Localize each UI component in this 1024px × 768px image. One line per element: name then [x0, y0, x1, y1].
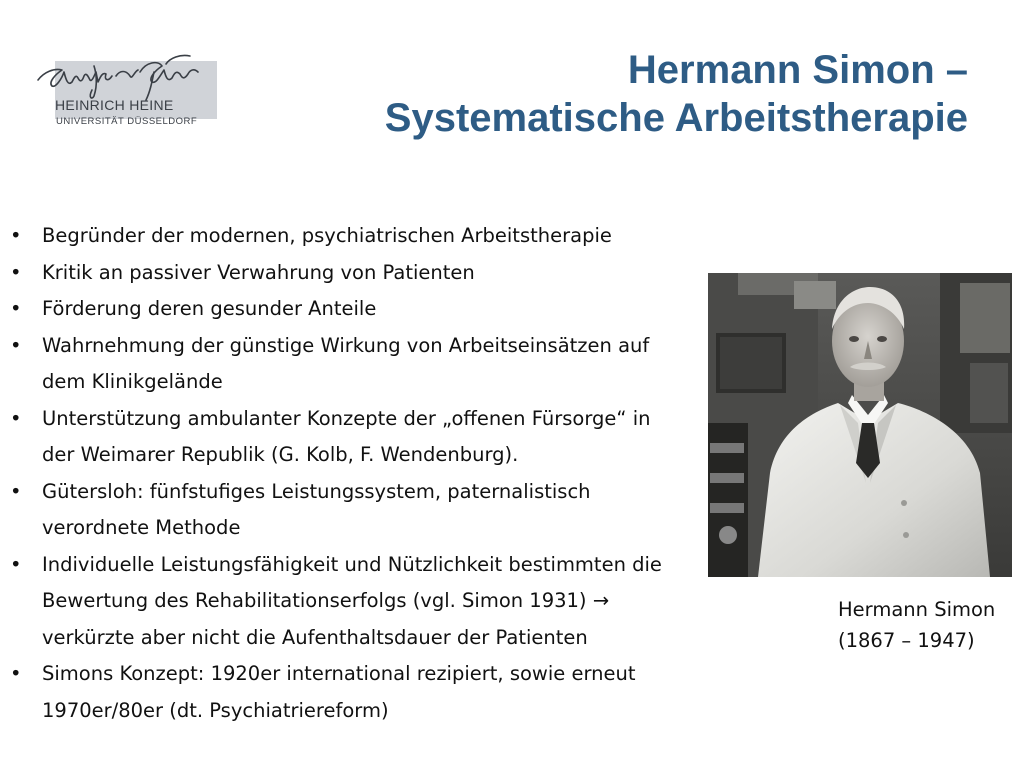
bullet-text-line: Förderung deren gesunder Anteile	[42, 297, 377, 320]
bullet-dot: •	[10, 662, 22, 685]
bullet-text-line: verkürzte aber nicht die Aufenthaltsdauer der Patienten	[42, 625, 588, 649]
bullet-dot: •	[10, 552, 22, 576]
slide-title	[385, 46, 968, 142]
bullet-dot: •	[10, 333, 22, 357]
bullet-text	[42, 474, 710, 547]
bullet-text-line: Kritik an passiver Verwahrung von Patienten	[42, 260, 475, 284]
university-logo	[34, 42, 209, 137]
bullet-text	[42, 656, 710, 729]
bullet-text-line: Bewertung des Rehabilitationserfolgs (vgl. Simon 1931) →	[42, 589, 610, 612]
bullet-text	[42, 328, 710, 401]
bullet-item	[10, 255, 710, 292]
bullet-text	[42, 547, 710, 657]
title-line-2: Systematische Arbeitstherapie	[384, 96, 968, 140]
bullet-text-line: verordnete Methode	[42, 516, 241, 539]
bullet-text-line: Begründer der modernen, psychiatrischen Arbeitstherapie	[42, 224, 612, 247]
bullet-item	[10, 218, 710, 255]
bullet-dot: •	[10, 297, 22, 320]
bullet-dot: •	[10, 260, 22, 284]
bullet-item	[10, 291, 710, 328]
bullet-dot: •	[10, 479, 22, 503]
bullet-item	[10, 656, 710, 729]
bullet-text	[42, 255, 710, 292]
logo-name: HEINRICH HEINE	[55, 97, 174, 113]
bullet-item	[10, 328, 710, 401]
bullet-item	[10, 547, 710, 657]
bullet-dot: •	[10, 406, 22, 430]
photo-caption	[838, 594, 995, 656]
caption-name: Hermann Simon	[838, 598, 996, 621]
bullet-text-line: Wahrnehmung der günstige Wirkung von Arbeitseinsätzen auf	[42, 333, 650, 357]
bullet-text-line: Individuelle Leistungsfähigkeit und Nützlichkeit bestimmten die	[42, 552, 662, 576]
bullet-list	[10, 218, 710, 729]
bullet-text-line: dem Klinikgelände	[42, 370, 223, 393]
bullet-item	[10, 401, 710, 474]
bullet-dot: •	[10, 224, 22, 247]
title-line-1: Hermann Simon –	[627, 48, 968, 92]
portrait-photo	[708, 273, 1012, 577]
bullet-text-line: Gütersloh: fünfstufiges Leistungssystem, paternalistisch	[42, 479, 591, 503]
bullet-text-line: Simons Konzept: 1920er international rezipiert, sowie erneut	[42, 662, 636, 685]
bullet-text	[42, 401, 710, 474]
bullet-text-line: 1970er/80er (dt. Psychiatriereform)	[42, 698, 389, 722]
caption-years: (1867 – 1947)	[838, 629, 975, 652]
bullet-text-line: Unterstützung ambulanter Konzepte der „offenen Fürsorge“ in	[42, 406, 651, 430]
bullet-item	[10, 474, 710, 547]
bullet-text	[42, 218, 710, 255]
bullet-text	[42, 291, 710, 328]
logo-university: UNIVERSITÄT DÜSSELDORF	[56, 116, 198, 127]
bullet-text-line: der Weimarer Republik (G. Kolb, F. Wendenburg).	[42, 443, 519, 466]
